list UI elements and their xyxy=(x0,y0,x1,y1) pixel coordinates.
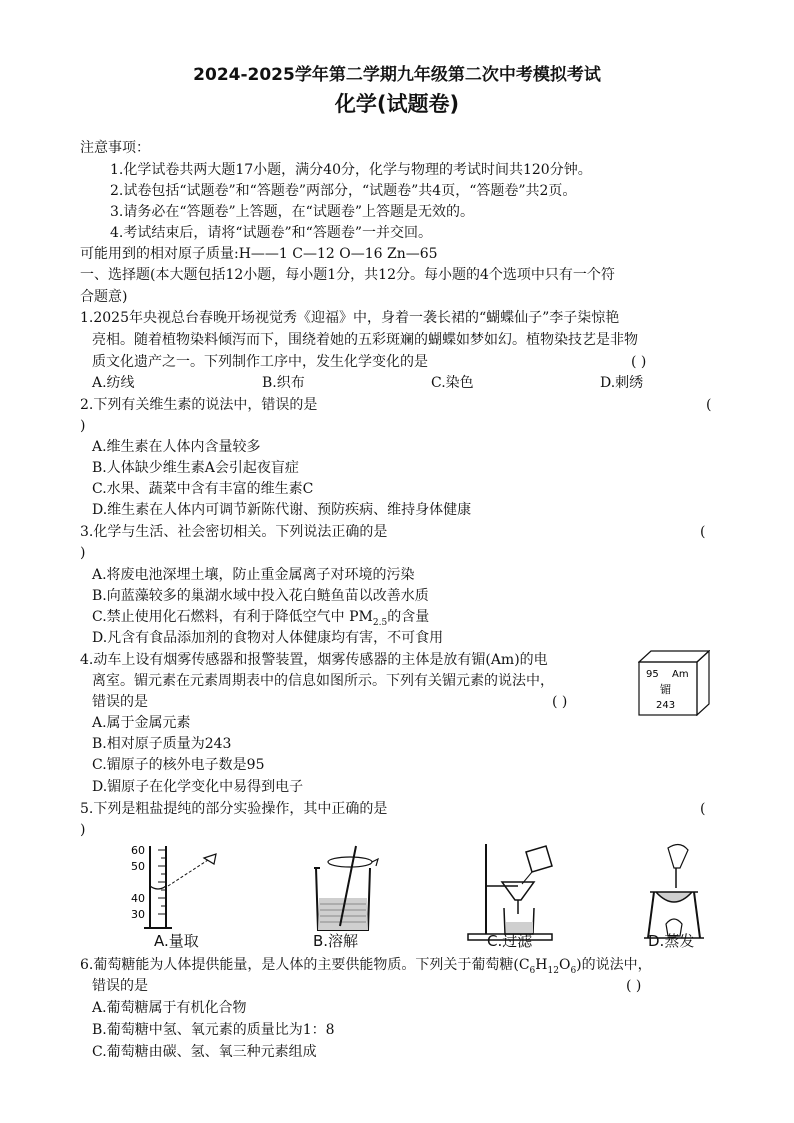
option-c: C.葡萄糖由碳、氢、氧三种元素组成 xyxy=(92,1044,317,1060)
formula-o: O xyxy=(558,957,571,973)
option-d: D.刺绣 xyxy=(600,375,644,391)
element-symbol: Am xyxy=(672,669,689,680)
option-a: A.葡萄糖属于有机化合物 xyxy=(92,1000,247,1016)
question-6-stem-tail: )的说法中， xyxy=(576,957,652,973)
question-6-stem-cont: 错误的是 xyxy=(92,978,148,994)
option-a: A.维生素在人体内含量较多 xyxy=(92,439,261,455)
option-b: B.相对原子质量为243 xyxy=(92,736,232,752)
question-1-stem-cont: 质文化遗产之一。下列制作工序中，发生化学变化的是 xyxy=(92,354,428,370)
notice-item: 3.请务必在“答题卷”上答题，在“试题卷”上答题是无效的。 xyxy=(110,204,474,220)
answer-paren-close[interactable]: ) xyxy=(80,418,86,434)
option-d: D.维生素在人体内可调节新陈代谢、预防疾病、维持身体健康 xyxy=(92,502,472,518)
hand-icon xyxy=(668,844,688,868)
evaporation-figure xyxy=(644,844,704,938)
option-c: C.镅原子的核外电子数是95 xyxy=(92,757,265,773)
option-b: B.向蓝藻较多的巢湖水域中投入花白鲢鱼苗以改善水质 xyxy=(92,588,429,604)
question-4-stem-cont: 错误的是 xyxy=(92,694,148,710)
option-c-text: C.禁止使用化石燃料，有利于降低空气中 xyxy=(92,609,345,625)
answer-paren-open[interactable]: ( xyxy=(700,801,706,817)
question-1-stem-cont: 亮相。随着植物染料倾泻而下，围绕着她的五彩斑斓的蝴蝶如梦如幻。植物染技艺是非物 xyxy=(92,332,638,348)
answer-paren-close[interactable]: ) xyxy=(80,545,86,561)
cylinder-tick-label: 50 xyxy=(131,860,145,873)
question-5-stem: 5.下列是粗盐提纯的部分实验操作，其中正确的是 xyxy=(80,801,388,817)
exam-subtitle: 化学(试题卷) xyxy=(334,92,460,116)
beaker-dissolve-figure xyxy=(314,846,378,930)
option-c: C.染色 xyxy=(431,375,474,391)
notice-item: 2.试卷包括“试题卷”和“答题卷”两部分，“试题卷”共4页，“答题卷”共2页。 xyxy=(110,183,577,199)
question-2-stem: 2.下列有关维生素的说法中，错误的是 xyxy=(80,397,318,413)
pm-label: PM xyxy=(349,609,373,625)
pm-tail: 的含量 xyxy=(387,609,430,625)
answer-paren-open[interactable]: ( xyxy=(700,524,706,540)
question-6-stem xyxy=(80,956,652,980)
question-4-stem: 4.动车上设有烟雾传感器和报警装置，烟雾传感器的主体是放有镅(Am)的电 xyxy=(80,652,548,668)
section-heading: 一、选择题(本大题包括12小题，每小题1分，共12分。每小题的4个选项中只有一个符 xyxy=(80,267,615,283)
answer-paren[interactable]: ( ) xyxy=(552,694,568,710)
answer-paren[interactable]: ( ) xyxy=(626,978,642,994)
option-a: A.属于金属元素 xyxy=(92,715,191,731)
formula-h: H xyxy=(535,957,548,973)
option-b: B.人体缺少维生素A会引起夜盲症 xyxy=(92,460,299,476)
notice-item: 1.化学试卷共两大题17小题，满分40分，化学与物理的考试时间共120分钟。 xyxy=(110,162,592,178)
experiment-figures xyxy=(128,838,718,956)
element-cube-drawing xyxy=(638,650,710,716)
figure-label-c: C.过滤 xyxy=(487,932,533,950)
option-d: D.镅原子在化学变化中易得到电子 xyxy=(92,779,304,795)
cylinder-tick-label: 30 xyxy=(131,908,145,921)
question-4-stem-cont: 离室。镅元素在元素周期表中的信息如图所示。下列有关镅元素的说法中， xyxy=(92,673,554,689)
question-1-stem: 1.2025年央视总台春晚开场视觉秀《迎福》中，身着一袭长裙的“蝴蝶仙子”李子柒惊艳 xyxy=(80,310,620,326)
option-b: B.织布 xyxy=(262,375,305,391)
notice-heading: 注意事项： xyxy=(80,140,150,156)
formula-h-sub: 12 xyxy=(547,965,559,976)
exam-title: 2024-2025学年第二学期九年级第二次中考模拟考试 xyxy=(193,65,601,85)
rotate-arrow-icon xyxy=(372,859,378,866)
figure-label-a: A.量取 xyxy=(154,932,199,950)
answer-paren-open[interactable]: ( xyxy=(706,397,712,413)
option-a: A.纺线 xyxy=(92,375,135,391)
section-heading-cont: 合题意) xyxy=(80,289,128,305)
answer-paren[interactable]: ( ) xyxy=(631,354,647,370)
option-d: D.凡含有食品添加剂的食物对人体健康均有害，不可食用 xyxy=(92,630,444,646)
element-number: 95 xyxy=(646,669,659,680)
formula-c: C xyxy=(518,957,530,973)
figure-label-b: B.溶解 xyxy=(313,932,359,950)
formula-o-sub: 6 xyxy=(570,965,577,976)
filtration-figure xyxy=(468,844,552,940)
figure-label-d: D.蒸发 xyxy=(648,932,695,950)
element-mass: 243 xyxy=(656,700,676,711)
notice-item: 4.考试结束后，请将“试题卷”和“答题卷”一并交回。 xyxy=(110,225,432,241)
eye-icon xyxy=(204,854,216,864)
question-6-stem-text: 6.葡萄糖能为人体提供能量，是人体的主要供能物质。下列关于葡萄糖( xyxy=(80,957,519,973)
element-name: 镅 xyxy=(660,683,671,696)
periodic-element-card xyxy=(638,650,710,716)
formula-c-sub: 6 xyxy=(529,965,536,976)
measuring-cylinder-figure xyxy=(131,844,216,928)
option-a: A.将废电池深埋土壤，防止重金属离子对环境的污染 xyxy=(92,567,415,583)
cylinder-tick-label: 60 xyxy=(131,844,145,857)
question-3-stem: 3.化学与生活、社会密切相关。下列说法正确的是 xyxy=(80,524,388,540)
option-c: C.水果、蔬菜中含有丰富的维生素C xyxy=(92,481,314,497)
atomic-mass-line: 可能用到的相对原子质量:H——1 C—12 O—16 Zn—65 xyxy=(80,246,438,262)
pm-subscript: 2.5 xyxy=(372,617,388,628)
cylinder-tick-label: 40 xyxy=(131,892,145,905)
option-b: B.葡萄糖中氢、氧元素的质量比为1：8 xyxy=(92,1022,335,1038)
answer-paren-close[interactable]: ) xyxy=(80,822,86,838)
